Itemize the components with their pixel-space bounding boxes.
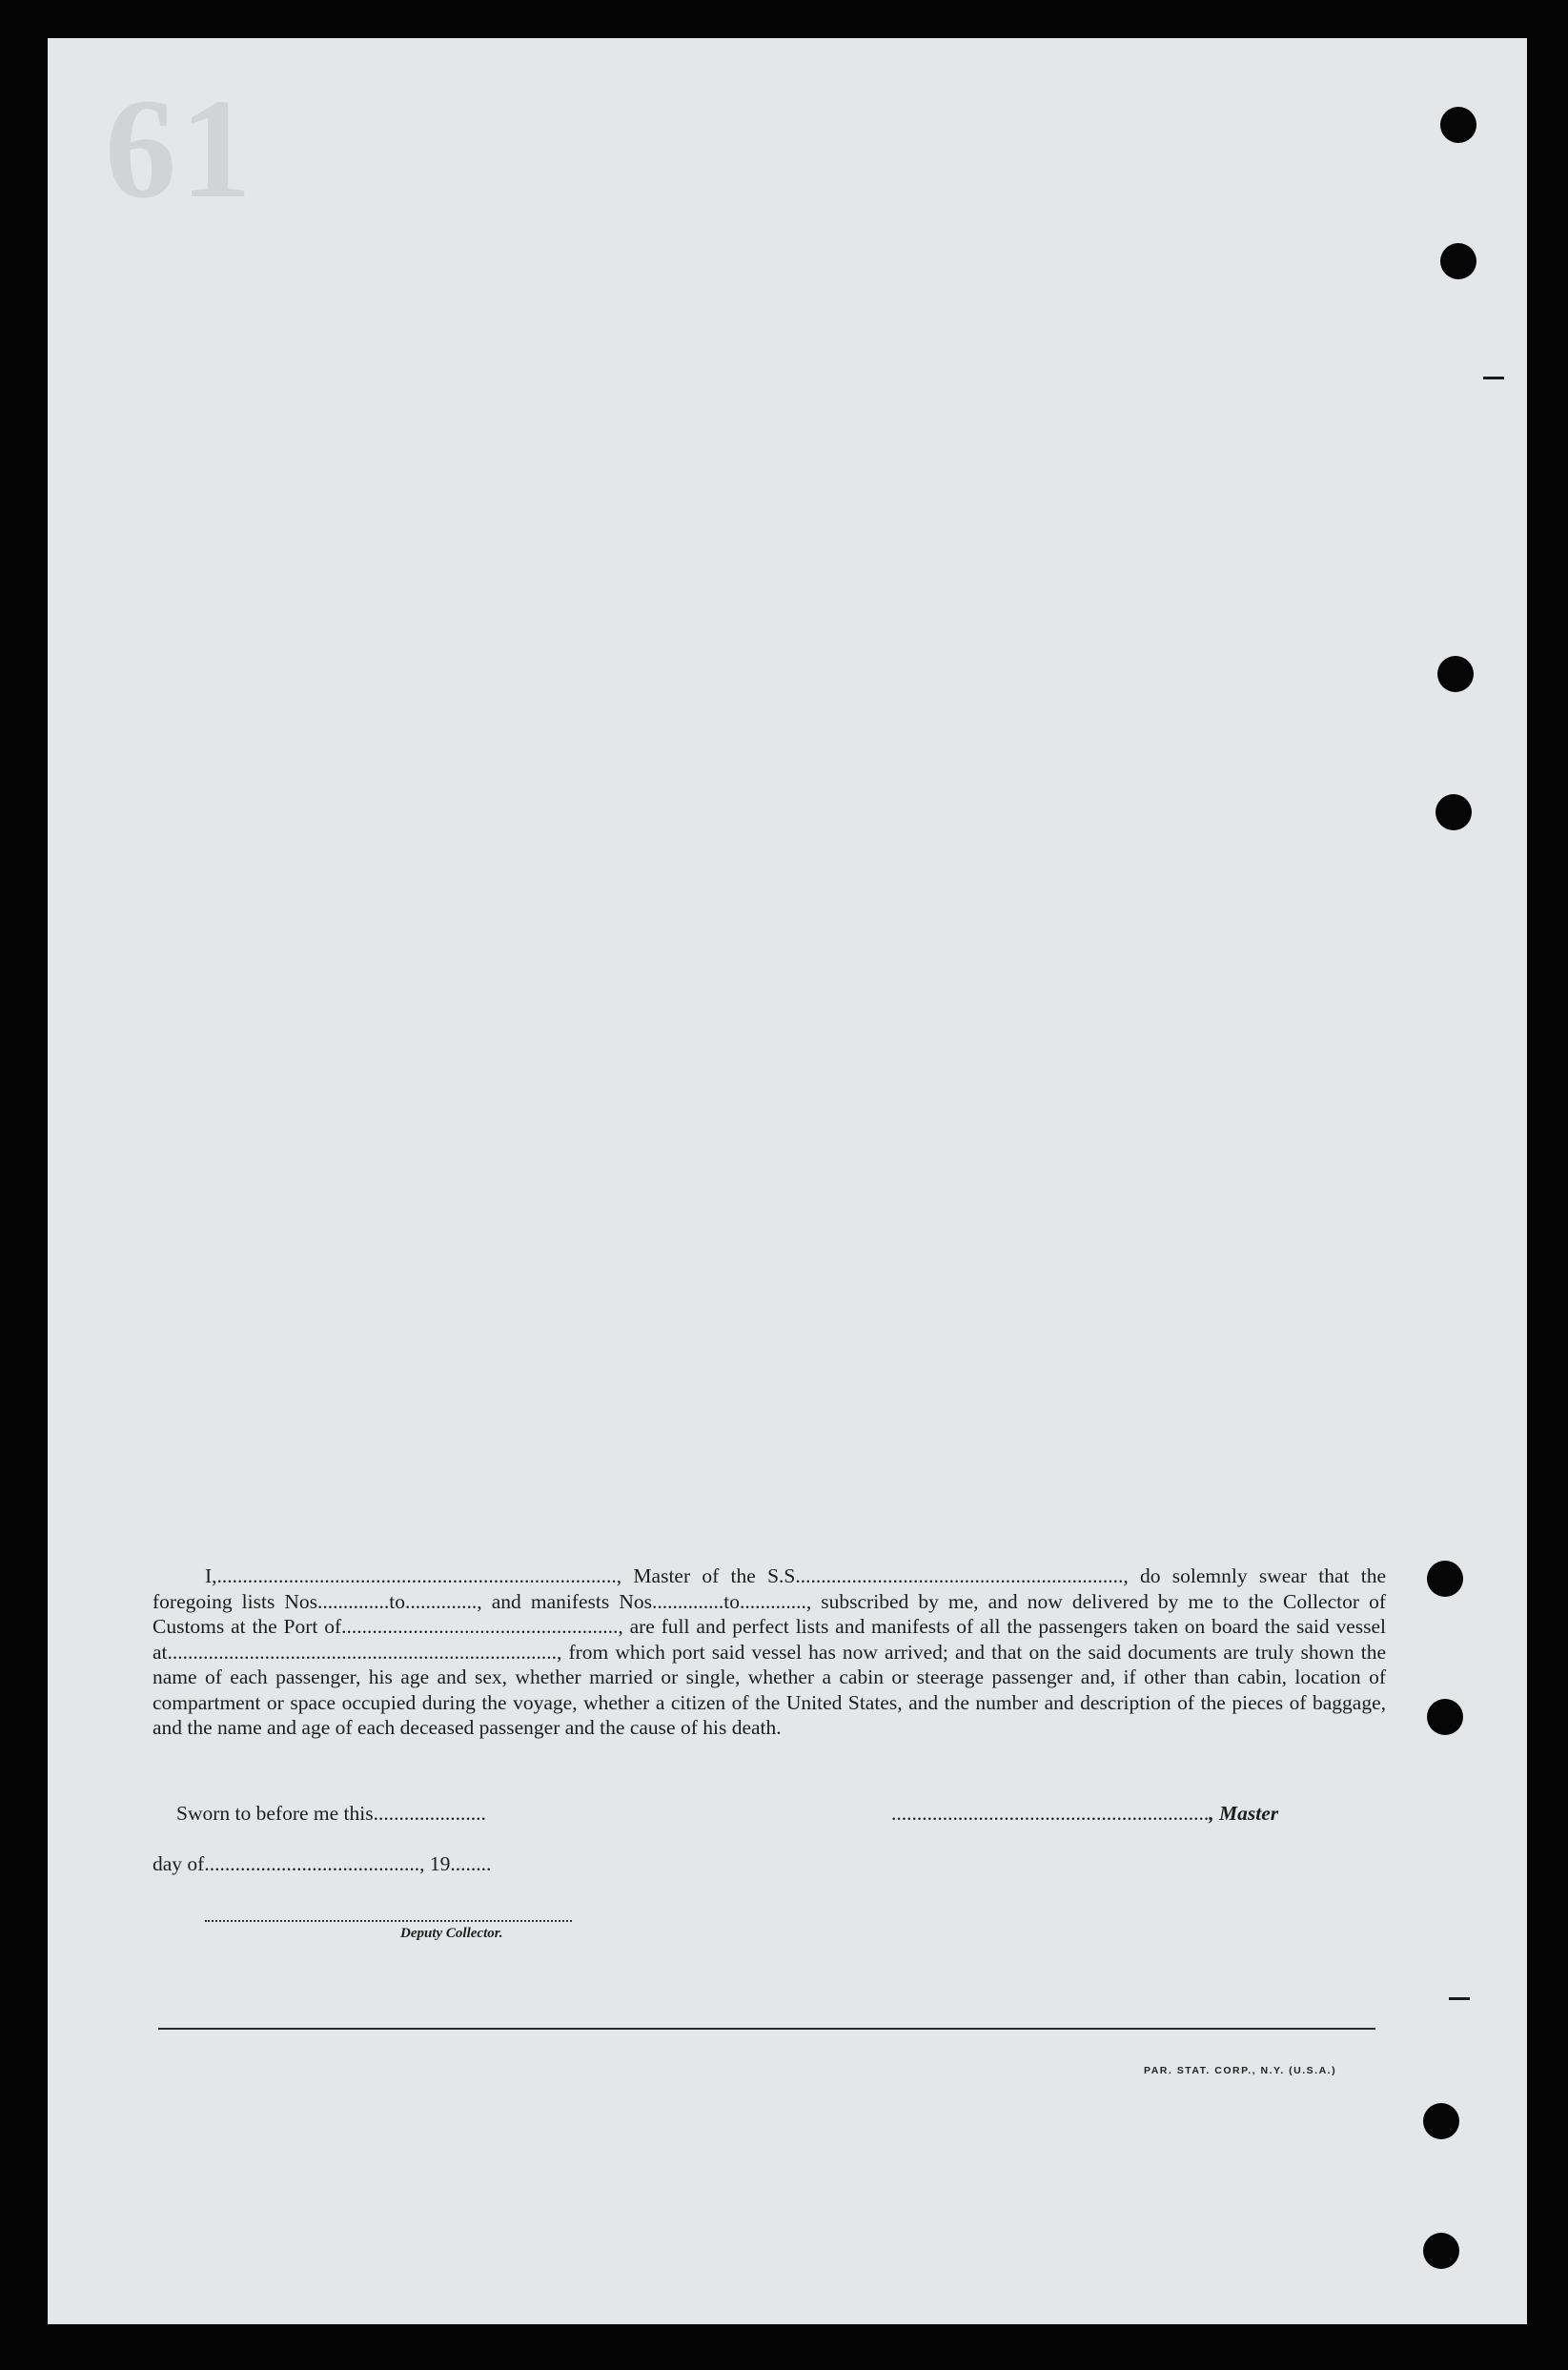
deputy-collector-label: Deputy Collector. [400, 1926, 503, 1941]
master-label: , Master [1209, 1802, 1279, 1825]
punch-hole [1440, 107, 1476, 143]
punch-hole [1436, 794, 1472, 830]
edge-mark [1483, 377, 1504, 379]
deputy-signature-line [205, 1920, 572, 1922]
edge-mark [1449, 1997, 1470, 2000]
sworn-line: Sworn to before me this...................... [176, 1802, 486, 1825]
bottom-rule [158, 2028, 1375, 2030]
master-dots: .............................................................. [891, 1802, 1210, 1825]
punch-hole [1427, 1699, 1463, 1735]
punch-hole [1423, 2233, 1459, 2269]
stamp-number: 61 [105, 70, 255, 228]
oath-text: I,.............................................................................., Master of the S.S................................................................, do solemnly swear that the foregoing lists Nos..............to.............., and manifests Nos..............to............., subscribed by me, and now delivered by me to the Collector of Customs at the Port of......................................................, are full and perfect lists and manifests of all the passengers taken on board the said vessel at............................................................................, from which port said vessel has now arrived; and that on the said documents are truly shown the name of each passenger, his age and sex, whether married or single, whether a cabin or steerage passenger and, if other than cabin, location of compartment or space occupied during the voyage, whether a citizen of the United States, and the number and description of the pieces of baggage, and the name and age of each deceased passenger and the cause of his death. [153, 1564, 1386, 1739]
punch-hole [1427, 1561, 1463, 1597]
printer-imprint: PAR. STAT. CORP., N.Y. (U.S.A.) [1144, 2065, 1337, 2076]
master-signature-line [891, 1802, 1278, 1826]
punch-hole [1437, 656, 1474, 692]
oath-paragraph [153, 1563, 1386, 1741]
punch-hole [1423, 2103, 1459, 2139]
document-page [48, 38, 1527, 2324]
punch-hole [1440, 243, 1476, 279]
day-line: day of.........................................., 19........ [153, 1852, 492, 1875]
